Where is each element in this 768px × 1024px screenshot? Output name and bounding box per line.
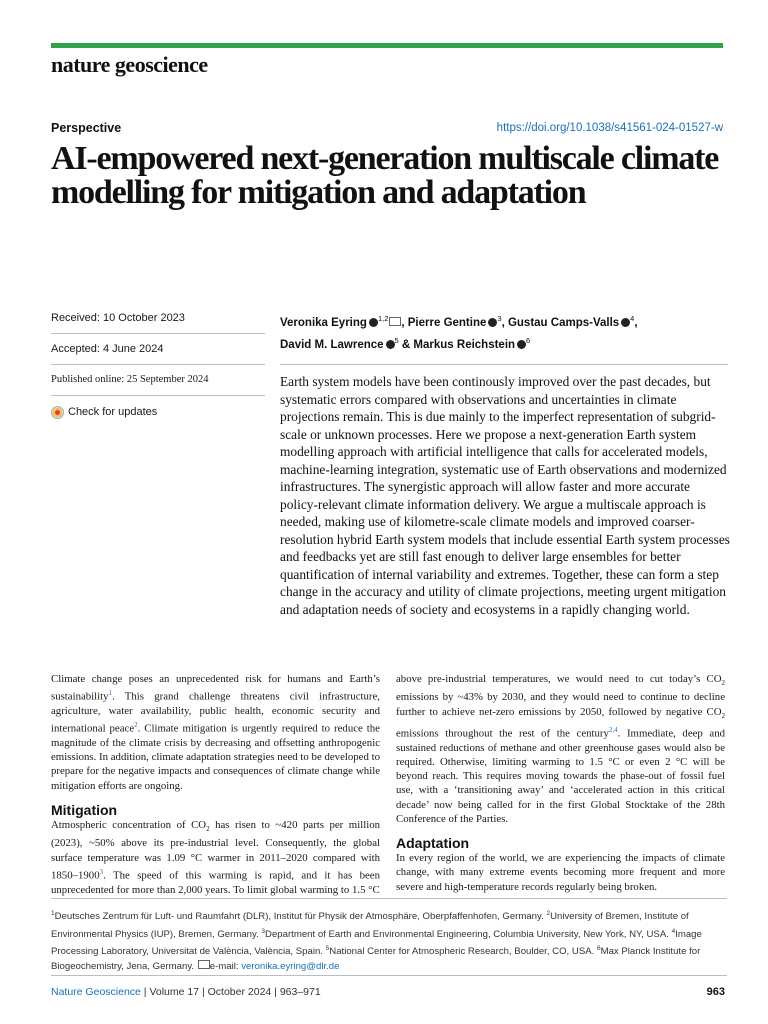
orcid-icon[interactable] — [369, 318, 378, 327]
section-heading-mitigation: Mitigation — [51, 801, 118, 818]
author-name[interactable]: Veronika Eyring — [280, 316, 367, 329]
orcid-icon[interactable] — [621, 318, 630, 327]
body-column-right — [396, 672, 725, 894]
author-affiliation: 1,2 — [377, 314, 389, 323]
abstract-divider — [280, 364, 728, 365]
email-link[interactable]: veronika.eyring@dlr.de — [241, 960, 340, 972]
email-label: e-mail: — [209, 960, 242, 972]
body-text: above pre-industrial temperatures, we would need to cut today’s CO — [396, 673, 722, 685]
author-name[interactable]: Pierre Gentine — [407, 316, 487, 329]
citation-link[interactable]: 3 — [99, 867, 104, 876]
check-updates-button[interactable] — [51, 402, 265, 426]
citation-link[interactable]: 2,4 — [608, 725, 618, 734]
author-affiliation: 4 — [630, 314, 635, 323]
mitigation-paragraph-cont — [396, 672, 725, 826]
page-footer — [51, 986, 321, 998]
article-type: Perspective — [51, 121, 122, 135]
author-affiliation: 3 — [497, 314, 502, 323]
footnote-number: 2 — [546, 910, 551, 917]
received-date: Received: 10 October 2023 — [51, 309, 265, 334]
subscript: 2 — [721, 711, 725, 720]
body-text: emissions throughout the rest of the century — [396, 727, 609, 740]
footnote-divider — [51, 898, 727, 899]
footer-divider — [51, 975, 727, 976]
check-updates-label: Check for updates — [68, 406, 158, 418]
author-name[interactable]: David M. Lawrence — [280, 338, 384, 351]
mail-icon — [198, 960, 210, 969]
affiliations-footnote — [51, 907, 727, 974]
journal-name: nature geoscience — [51, 52, 208, 77]
author-name[interactable]: Gustau Camps-Valls — [507, 316, 620, 329]
body-text: has risen to ~420 parts per million (2023), ~50% above its pre-industrial level. Consequently, the global surface temperature was 1.09 °C warmer in 2011–2020 compared with 1850–1900 — [51, 819, 380, 882]
author-name[interactable]: Markus Reichstein — [413, 338, 516, 351]
affiliation-text: Max Planck Institute for Biogeochemistry, Jena, Germany. — [51, 946, 701, 972]
check-updates-icon — [51, 406, 64, 419]
body-text: Climate change poses an unprecedented risk for humans and Earth’s sustainability — [51, 673, 380, 703]
page-number: 963 — [706, 986, 725, 998]
subscript: 2 — [206, 825, 210, 834]
body-text: . Climate mitigation is urgently required to reduce the magnitude of the climate crisis by decreasing and offsetting anthropogenic emissions. In addition, climate adaptation strategies need to be developed to prepare for the negative impacts and consequences of climate change while mitigation efforts are ongoing. — [51, 722, 380, 792]
body-text: . The speed of this warming is rapid, and it has been unprecedented for more than 2,000 years. To limit global warming to 1.5 °C — [51, 869, 380, 896]
doi-link[interactable]: https://doi.org/10.1038/s41561-024-01527-w — [496, 122, 723, 134]
footnote-number: 3 — [261, 927, 266, 935]
affiliation-text: University of Bremen, Institute of Environmental Physics (IUP), Bremen, Germany. — [51, 911, 689, 940]
footer-journal-link[interactable]: Nature Geoscience — [51, 986, 141, 998]
mail-icon[interactable] — [389, 317, 401, 326]
affiliation-text: National Center for Atmospheric Research, Boulder, CO, USA. — [329, 946, 597, 958]
citation-link[interactable]: 1 — [108, 689, 113, 698]
intro-paragraph — [51, 672, 380, 793]
body-text: emissions by ~43% by 2030, and they would need to continue to decline further to achieve net-zero emissions by 2050, followed by negative CO — [396, 691, 725, 718]
affiliation-text: Image Processing Laboratory, Universitat de València, València, Spain. — [51, 928, 702, 958]
published-date: Published online: 25 September 2024 — [51, 371, 265, 396]
author-list — [280, 310, 730, 354]
footer-issue: | Volume 17 | October 2024 | 963–971 — [140, 986, 321, 998]
author-affiliation: 6 — [526, 335, 531, 345]
orcid-icon[interactable] — [517, 340, 526, 349]
abstract: Earth system models have been continously improved over the past decades, but systematic errors compared with observations and uncertainties in climate projections remain. This is due mainly to the imperfect representation of subgrid-scale or unknown processes. Here we propose a next-generation Earth system modelling approach with artificial intelligence that calls for accelerated models, machine-learning integration, systematic use of Earth observations and modernized infrastructures. The synergistic approach will allow faster and more accurate policy-relevant climate information delivery. We argue a multiscale approach is needed, making use of kilometre-scale climate models and improved coarser-resolution hybrid Earth system models that include essential Earth system processes and feedbacks yet are still fast enough to deliver large ensembles for better quantification of internal variability and extremes. Together, these can form a step change in the accuracy and utility of climate projections, meeting urgent mitigation and adaptation needs of society and ecosystems in a rapidly changing world. — [280, 374, 730, 617]
author-separator: , — [401, 316, 408, 329]
accepted-date: Accepted: 4 June 2024 — [51, 340, 265, 365]
author-separator: , — [634, 316, 638, 329]
orcid-icon[interactable] — [386, 340, 395, 349]
body-column-left — [51, 672, 380, 897]
adaptation-paragraph: In every region of the world, we are experiencing the impacts of climate change, with many extreme events becoming more frequent and more severe and high-temperature records regularly being broken. — [396, 852, 725, 893]
author-separator: & — [398, 338, 414, 351]
footnote-number: 5 — [325, 945, 330, 953]
author-affiliation: 5 — [394, 335, 399, 345]
journal-accent-bar — [51, 43, 723, 48]
citation-link[interactable]: 2 — [134, 721, 138, 730]
article-dates — [51, 309, 265, 432]
footnote-number: 1 — [51, 910, 55, 917]
author-separator: , — [501, 316, 508, 329]
footnote-number: 4 — [671, 927, 676, 935]
footnote-number: 6 — [596, 945, 601, 953]
subscript: 2 — [721, 679, 725, 688]
body-text: Atmospheric concentration of CO — [51, 819, 207, 832]
section-heading-adaptation: Adaptation — [396, 834, 470, 851]
affiliation-text: Deutsches Zentrum für Luft- und Raumfahrt (DLR), Institut für Physik der Atmosphäre, Oberpfaffenhofen, Germany. — [54, 911, 547, 923]
mitigation-paragraph — [51, 818, 380, 897]
article-title: AI-empowered next-generation multiscale climate modelling for mitigation and adaptation — [51, 140, 719, 211]
body-text: . Immediate, deep and sustained reductions of methane and other greenhouse gases would also be required. Otherwise, limiting warming to 1.5 °C or even 2 °C will be beyond reach. This requires moving towards the phase-out of fossil fuel use, with a ‘transitioning away’ and ‘accelerated action in this critical decade’ now being called for in the first Global Stocktake of the 28th Conference of the Parties. — [396, 727, 725, 825]
affiliation-text: Department of Earth and Environmental Engineering, Columbia University, New York, NY, USA. — [265, 928, 672, 940]
body-text: . This grand challenge threatens civil infrastructure, agriculture, water availability, public health, economic security and international peace — [51, 690, 380, 735]
